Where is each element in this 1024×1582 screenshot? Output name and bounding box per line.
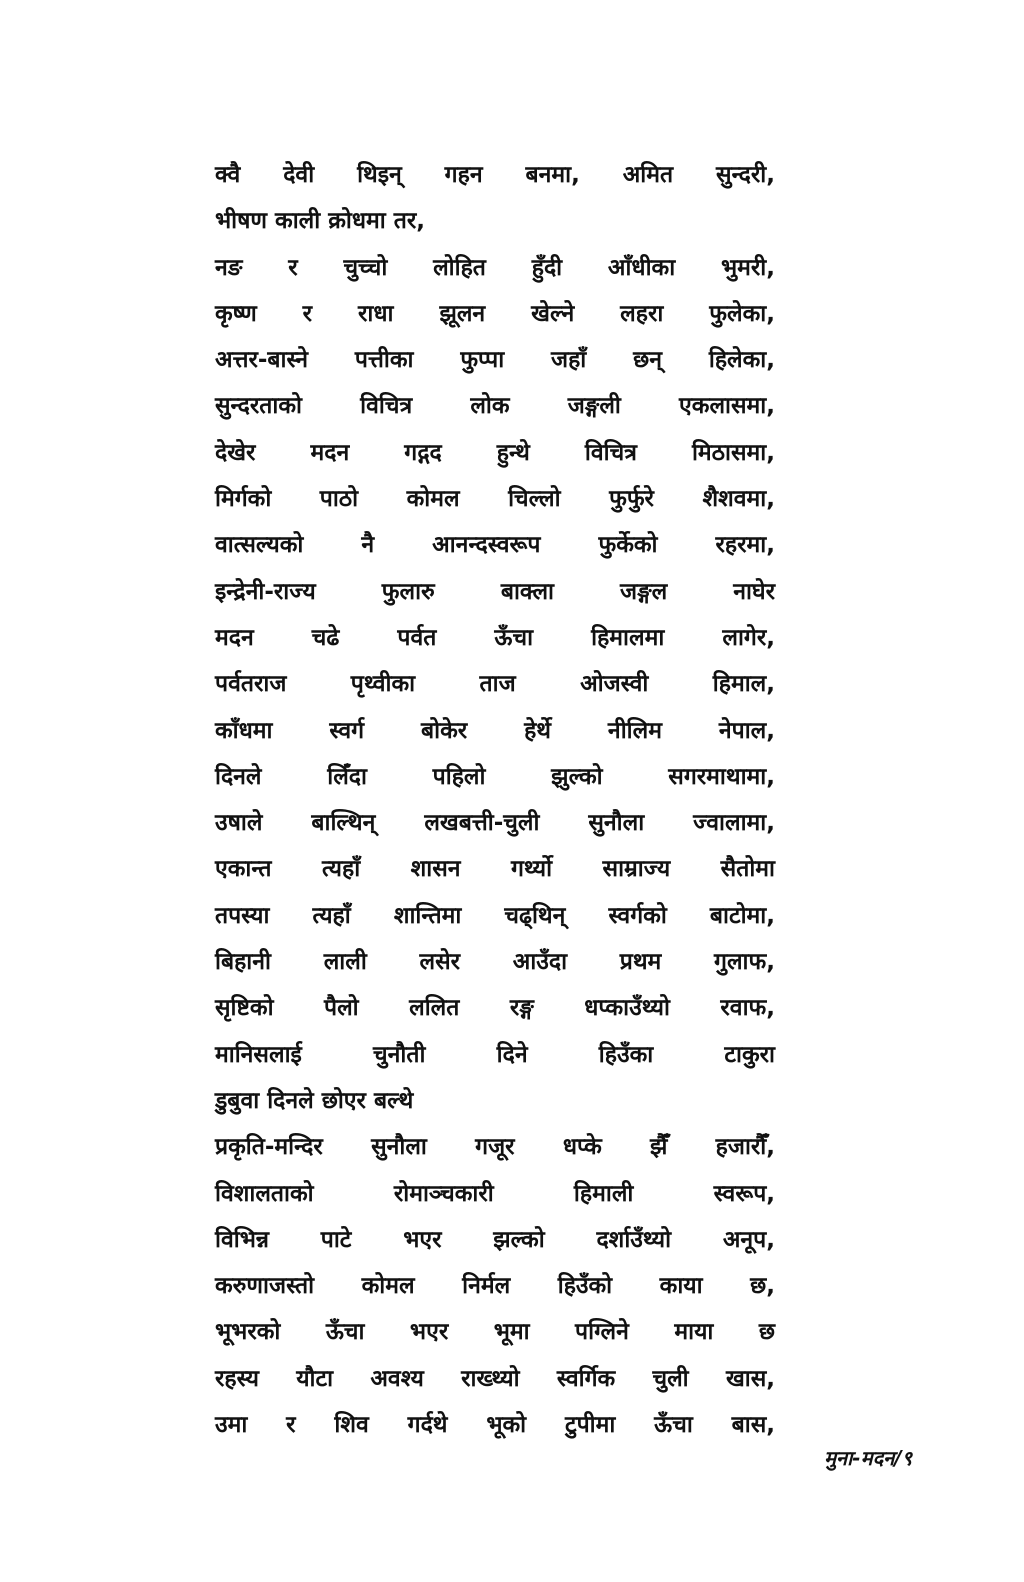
poem-line: भूभरको ऊँचा भएर भूमा पग्लिने माया छ xyxy=(215,1319,775,1346)
poem-line: दिनले लिँदा पहिलो झुल्को सगरमाथामा, xyxy=(215,763,775,790)
poem-line: मानिसलाई चुनौती दिने हिउँका टाकुरा xyxy=(215,1041,775,1068)
poem-line: अत्तर-बास्ने पत्तीका फुप्पा जहाँ छन् हिलेका, xyxy=(215,347,775,374)
poem-line: करुणाजस्तो कोमल निर्मल हिउँको काया छ, xyxy=(215,1273,775,1300)
poem-line: उमा र शिव गर्दथे भूको टुपीमा ऊँचा बास, xyxy=(215,1412,775,1439)
poem-line: नङ र चुच्चो लोहित हुँदी आँधीका भुमरी, xyxy=(215,254,775,281)
poem-line: काँधमा स्वर्ग बोकेर हेर्थे नीलिम नेपाल, xyxy=(215,717,775,744)
poem-line: एकान्त त्यहाँ शासन गर्थ्यो साम्राज्य सैतोमा xyxy=(215,856,775,883)
poem-line: सृष्टिको पैलो ललित रङ्ग धप्काउँथ्यो रवाफ, xyxy=(215,995,775,1022)
poem-line: क्वै देवी थिइन् गहन बनमा, अमित सुन्दरी, xyxy=(215,162,775,188)
poem-line: तपस्या त्यहाँ शान्तिमा चढ्थिन् स्वर्गको बाटोमा, xyxy=(215,902,775,929)
poem-line: विशालताको रोमाञ्चकारी हिमाली स्वरूप, xyxy=(215,1180,775,1207)
poem-line: भीषण काली क्रोधमा तर, xyxy=(215,208,425,235)
poem-line: कृष्ण र राधा झूलन खेल्ने लहरा फुलेका, xyxy=(215,300,775,327)
poem-line: देखेर मदन गद्गद हुन्थे विचित्र मिठासमा, xyxy=(215,439,775,466)
poem-line: रहस्य यौटा अवश्य राख्थ्यो स्वर्गिक चुली खास, xyxy=(215,1365,775,1392)
poem-line: प्रकृति-मन्दिर सुनौला गजूर धप्के झैँ हजारौँ, xyxy=(215,1134,775,1161)
poem-line: पर्वतराज पृथ्वीका ताज ओजस्वी हिमाल, xyxy=(215,671,775,698)
poem-line: इन्द्रेनी-राज्य फुलारु बाक्ला जङ्गल नाघेर xyxy=(215,578,775,605)
page-footer: मुना-मदन/९ xyxy=(824,1446,912,1470)
poem-line: सुन्दरताको विचित्र लोक जङ्गली एकलासमा, xyxy=(215,393,775,420)
poem-body xyxy=(215,152,775,1448)
poem-line: वात्सल्यको नै आनन्दस्वरूप फुर्केको रहरमा, xyxy=(215,532,775,559)
poem-line: उषाले बाल्थिन् लखबत्ती-चुली सुनौला ज्वालामा, xyxy=(215,810,775,837)
poem-line: बिहानी लाली लसेर आउँदा प्रथम गुलाफ, xyxy=(215,949,775,976)
poem-line: मिर्गको पाठो कोमल चिल्लो फुर्फुरे शैशवमा, xyxy=(215,486,775,513)
poem-line: डुबुवा दिनले छोएर बल्थे xyxy=(215,1087,414,1114)
poem-line: विभिन्न पाटे भएर झल्को दर्शाउँथ्यो अनूप, xyxy=(215,1226,775,1253)
poem-line: मदन चढे पर्वत ऊँचा हिमालमा लागेर, xyxy=(215,624,775,651)
